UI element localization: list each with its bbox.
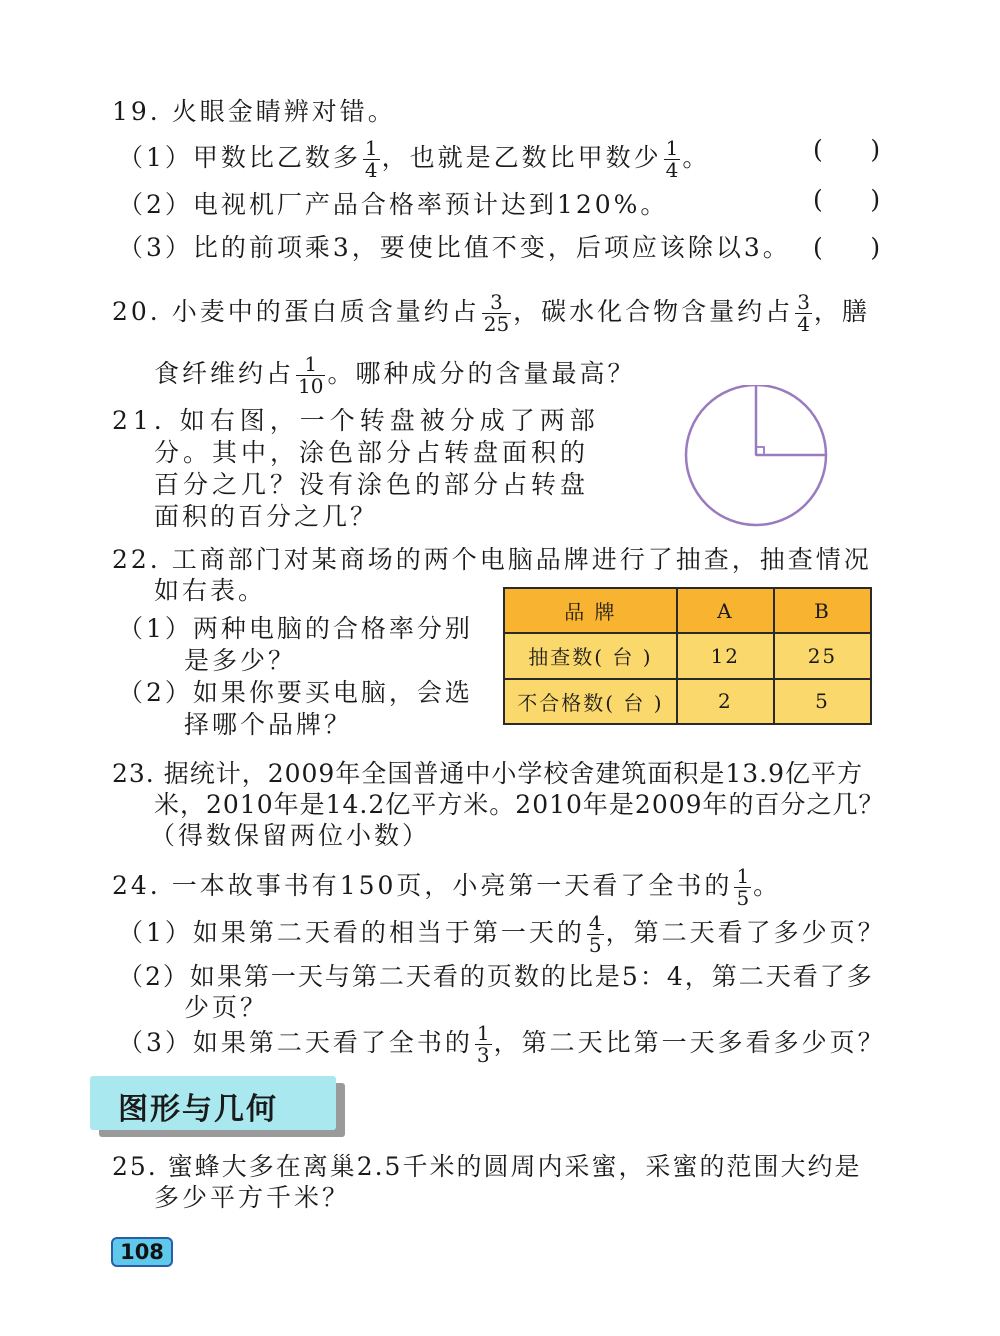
q23-line-3: （得数保留两位小数）: [150, 821, 431, 850]
q19-item-3: （3）比的前项乘3，要使比值不变，后项应该除以3。: [118, 233, 791, 262]
q25-line-1: 25. 蜜蜂大多在离巢2.5千米的圆周内采蜜，采蜜的范围大约是: [112, 1152, 862, 1181]
q19-item-2: （2）电视机厂产品合格率预计达到120%。: [118, 190, 669, 219]
q22-line-1: 22. 工商部门对某商场的两个电脑品牌进行了抽查，抽查情况: [112, 545, 872, 574]
q22-sub-1b: 是多少？: [184, 646, 297, 675]
fraction: $\frac{3}{25}$: [483, 290, 510, 336]
q19-title: 19. 火眼金睛辨对错。: [112, 97, 396, 126]
q22-sub-2b: 择哪个品牌？: [184, 710, 353, 739]
q23-line-1: 23. 据统计，2009年全国普通中小学校舍建筑面积是13.9亿平方: [112, 759, 863, 788]
table-cell: 12: [677, 633, 774, 678]
table-row: [504, 679, 871, 724]
q22-sub-1a: （1）两种电脑的合格率分别: [118, 614, 473, 643]
q22-sub-2a: （2）如果你要买电脑，会选: [118, 678, 473, 707]
table-cell: 抽查数( 台 ): [504, 633, 677, 678]
fraction: $\frac{4}{5}$: [588, 911, 602, 957]
table-cell: 2: [677, 679, 774, 724]
table-cell: B: [774, 588, 871, 633]
fraction: $\frac{1}{4}$: [364, 136, 378, 182]
fraction: $\frac{1}{3}$: [476, 1021, 490, 1067]
table-cell: A: [677, 588, 774, 633]
table-cell: 5: [774, 679, 871, 724]
q24-line-1: 24. 一本故事书有150页，小亮第一天看了全书的 $\frac{1}{5}$ 。: [112, 864, 782, 910]
fraction: $\frac{1}{5}$: [736, 864, 750, 910]
q21-line-3: 百分之几？没有涂色的部分占转盘: [154, 470, 590, 499]
q25-line-2: 多少平方千米？: [154, 1183, 351, 1212]
q20-line-1: 20. 小麦中的蛋白质含量约占 $\frac{3}{25}$ ，碳水化合物含量约占 $\frac{3}{4}$ ，膳: [112, 290, 870, 336]
fraction: $\frac{3}{4}$: [797, 290, 810, 336]
q21-line-4: 面积的百分之几？: [154, 502, 379, 531]
q24-sub-2b: 少页？: [184, 993, 269, 1022]
q19-item-1: （1）甲数比乙数多 $\frac{1}{4}$ ，也就是乙数比甲数少 $\frac{1}{4}$ 。: [118, 136, 711, 182]
table-cell: 25: [774, 633, 871, 678]
spinner-diagram: [680, 385, 832, 527]
page-number: 108: [111, 1237, 173, 1267]
q21-line-2: 分。其中，涂色部分占转盘面积的: [154, 438, 590, 467]
section-title: 图形与几何: [118, 1092, 278, 1127]
table-cell: 不合格数( 台 ): [504, 679, 677, 724]
q22-line-2: 如右表。: [154, 576, 267, 605]
q23-line-2: 米，2010年是14.2亿平方米。2010年是2009年的百分之几？: [154, 790, 885, 819]
answer-parens-3[interactable]: ( ): [813, 233, 881, 262]
inspection-table: [503, 587, 872, 725]
q21-line-1: 21. 如右图，一个转盘被分成了两部: [112, 406, 600, 435]
q24-sub-3: （3）如果第二天看了全书的 $\frac{1}{3}$ ，第二天比第一天多看多少页？: [118, 1021, 886, 1067]
section-header: [90, 1076, 336, 1130]
q20-line-2: 食纤维约占 $\frac{1}{10}$ 。哪种成分的含量最高？: [154, 352, 636, 398]
fraction: $\frac{1}{10}$: [298, 352, 324, 398]
answer-parens-2[interactable]: ( ): [813, 185, 881, 214]
fraction: $\frac{1}{4}$: [665, 136, 679, 182]
table-cell: 品 牌: [504, 588, 677, 633]
answer-parens-1[interactable]: ( ): [813, 135, 881, 164]
table-row: [504, 633, 871, 678]
table-header-row: [504, 588, 871, 633]
q24-sub-1: （1）如果第二天看的相当于第一天的 $\frac{4}{5}$ ，第二天看了多少页？: [118, 911, 886, 957]
q24-sub-2a: （2）如果第一天与第二天看的页数的比是5：4，第二天看了多: [118, 962, 874, 991]
